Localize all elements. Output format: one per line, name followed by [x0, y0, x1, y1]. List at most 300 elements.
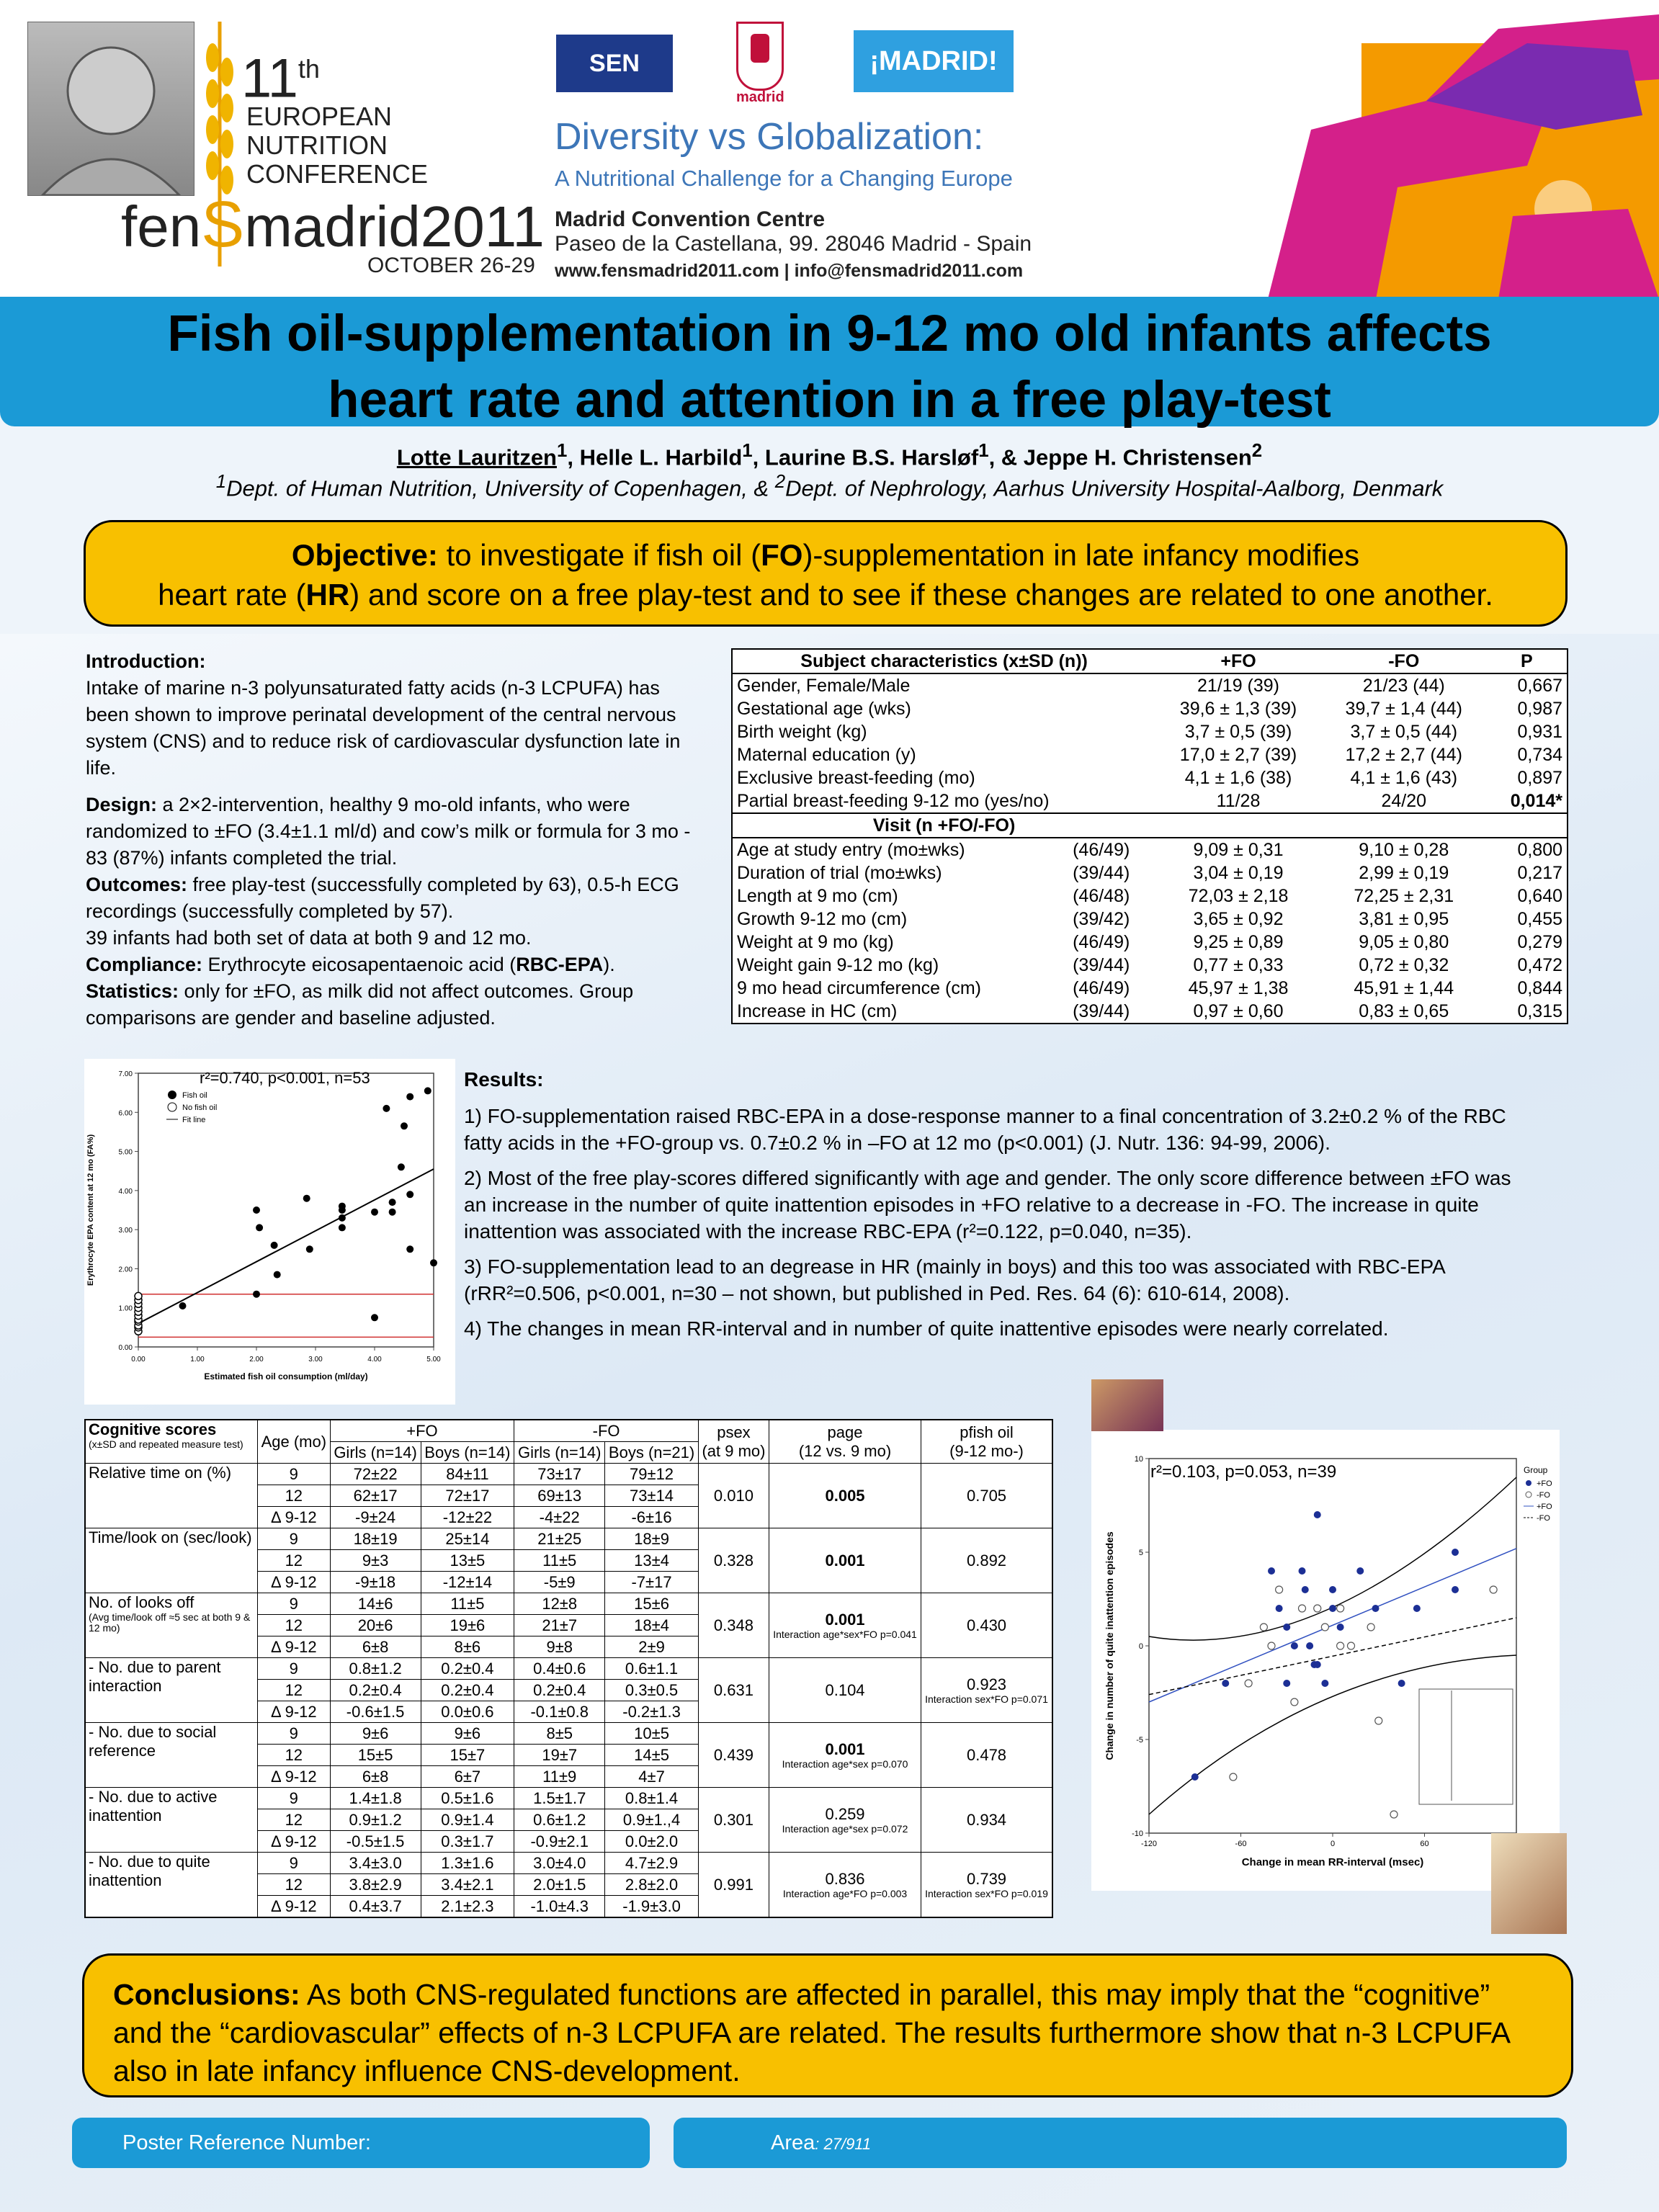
cog-cell: 14±5: [605, 1745, 699, 1766]
subject-cell: 0,014*: [1510, 790, 1562, 811]
cog-group-note: (Avg time/look off ≈5 sec at both 9 & 12 mo): [89, 1611, 251, 1634]
visit-cell: 9,10 ± 0,28: [1359, 839, 1449, 860]
fish-oil-point: [274, 1271, 281, 1279]
cog-page: [769, 1658, 921, 1723]
cog-pfo-note: Interaction sex*FO p=0.071: [925, 1693, 1048, 1705]
cog-page: [769, 1528, 921, 1593]
cog-cell: 9±3: [330, 1550, 421, 1572]
cog-cell: 10±5: [605, 1723, 699, 1745]
visit-cell: Growth 9-12 mo (cm): [737, 908, 908, 929]
cog-page-value: 0.001: [825, 1611, 865, 1629]
cog-cell: 12: [258, 1874, 331, 1896]
area-value: : 27/911: [815, 2135, 872, 2153]
author-sep-2: ,: [752, 444, 765, 470]
cog-page-note: Interaction age*FO p=0.003: [782, 1888, 908, 1899]
x-tick-label: -120: [1140, 1840, 1158, 1848]
plus-fo-point: [1268, 1567, 1275, 1575]
cog-page-value: 0.836: [825, 1870, 865, 1888]
madrid-artwork: [1124, 0, 1659, 299]
cog-cell: 69±13: [514, 1485, 605, 1507]
cog-cell: 15±7: [421, 1745, 514, 1766]
conference-edition-suffix: th: [298, 54, 320, 84]
epa-scatter-svg: [84, 1059, 455, 1405]
cog-cell: 20±6: [330, 1615, 421, 1636]
author-sep-3: , &: [988, 444, 1024, 470]
minus-fo-point: [1367, 1624, 1374, 1631]
portrait-silhouette-icon: [28, 22, 194, 195]
fish-oil-point: [339, 1203, 346, 1210]
y-tick-label: 7.00: [118, 1070, 133, 1078]
subject-cell: Partial breast-feeding 9-12 mo (yes/no): [737, 790, 1050, 811]
cog-pfo: [921, 1788, 1052, 1853]
cog-cell: 0.2±0.4: [421, 1658, 514, 1680]
cog-psex: 0.439: [698, 1723, 769, 1788]
cog-cell: 84±11: [421, 1464, 514, 1485]
cog-cell: 72±22: [330, 1464, 421, 1485]
subject-cell: Exclusive breast-feeding (mo): [737, 767, 975, 788]
x-axis-label: Change in mean RR-interval (msec): [1241, 1856, 1424, 1868]
cog-cell: 3.8±2.9: [330, 1874, 421, 1896]
visit-cell: 2,99 ± 0,19: [1359, 862, 1449, 883]
visit-cell: (46/49): [1073, 977, 1130, 998]
subject-cell: 39,7 ± 1,4 (44): [1345, 698, 1462, 719]
cog-cell: 12: [258, 1745, 331, 1766]
subject-header-cell: P: [1487, 649, 1568, 673]
legend-minus-fo-marker: [1526, 1492, 1531, 1497]
y-tick-label: -5: [1136, 1736, 1143, 1745]
objective-text-4: ) and score on a free play-test and to see if these changes are related to one another.: [349, 578, 1493, 612]
cog-psex: 0.348: [698, 1593, 769, 1658]
cog-cell: 12: [258, 1680, 331, 1701]
x-tick-label: 5.00: [426, 1356, 441, 1364]
subject-cell: Birth weight (kg): [737, 721, 867, 742]
cog-group-name: [85, 1723, 258, 1788]
subject-cell: 11/28: [1216, 790, 1261, 811]
cog-page-value: 0.104: [825, 1680, 865, 1699]
objective-text-1: to investigate if fish oil (: [437, 538, 761, 572]
subject-cell: 21/23 (44): [1362, 675, 1445, 696]
cog-pfo-value: 0.430: [966, 1616, 1007, 1634]
cog-page-value: 0.001: [825, 1551, 865, 1570]
venue: Madrid Convention Centre: [555, 207, 826, 231]
cog-row: [85, 1853, 1052, 1874]
legend-label: -FO: [1537, 1514, 1550, 1523]
madrid-city-label: madrid: [736, 89, 784, 105]
affil-1-sup: 1: [215, 472, 227, 492]
subject-row: [732, 789, 1568, 813]
visit-row: [732, 1000, 1568, 1024]
cog-cell: 9: [258, 1723, 331, 1745]
cog-cell: 0.4±3.7: [330, 1896, 421, 1918]
fish-oil-point: [398, 1163, 405, 1170]
fish-oil-point: [389, 1209, 396, 1216]
subject-header-cell: Subject characteristics (x±SD (n)): [732, 649, 1155, 673]
cog-pfo-value: 0.892: [966, 1551, 1007, 1570]
sen-logo-text: SEN: [589, 50, 640, 77]
visit-cell: 0,83 ± 0,65: [1359, 1000, 1449, 1021]
visit-cell: 0,800: [1517, 839, 1562, 860]
author-3: Laurine B.S. Harsløf: [764, 444, 979, 470]
cog-cell: -6±16: [605, 1507, 699, 1528]
y-tick-label: 1.00: [118, 1304, 133, 1313]
cog-page-note: Interaction age*sex p=0.072: [782, 1823, 908, 1835]
cog-cell: 3.0±4.0: [514, 1853, 605, 1874]
cog-row: [85, 1788, 1052, 1809]
legend-no-fish-oil: No fish oil: [182, 1103, 218, 1112]
author-3-sup: 1: [978, 441, 989, 461]
cog-psex: 0.010: [698, 1464, 769, 1528]
visit-cell: (39/44): [1073, 862, 1130, 883]
cog-cell: -0.5±1.5: [330, 1831, 421, 1853]
x-tick-label: 0.00: [131, 1356, 146, 1364]
visit-cell: 45,91 ± 1,44: [1354, 977, 1454, 998]
fish-oil-point: [389, 1199, 396, 1206]
visit-cell: (46/49): [1073, 931, 1130, 952]
plus-fo-point: [1398, 1680, 1405, 1687]
cog-cell: 4±7: [605, 1766, 699, 1788]
cog-cell: 73±17: [514, 1464, 605, 1485]
cog-cell: -0.2±1.3: [605, 1701, 699, 1723]
cog-page-note: Interaction age*sex p=0.070: [782, 1758, 908, 1770]
cog-cell: -12±22: [421, 1507, 514, 1528]
cog-group-label: - No. due to active inattention: [89, 1788, 218, 1824]
cog-cell: 12: [258, 1615, 331, 1636]
visit-row: [732, 838, 1568, 861]
subject-cell: 17,0 ± 2,7 (39): [1179, 744, 1297, 765]
cog-pfo: [921, 1528, 1052, 1593]
cog-group-label: Relative time on (%): [89, 1464, 232, 1482]
cog-row: [85, 1528, 1052, 1550]
cog-cell: 9: [258, 1788, 331, 1809]
cog-header-p: [698, 1420, 769, 1464]
cog-cell: 0.9±1.,4: [605, 1809, 699, 1831]
cog-group-name: [85, 1788, 258, 1853]
title-line-2: heart rate and attention in a free play-test: [328, 372, 1331, 429]
cog-cell: -5±9: [514, 1572, 605, 1593]
cog-cell: 12: [258, 1550, 331, 1572]
title-line-1: Fish oil-supplementation in 9-12 mo old infants affects: [167, 305, 1492, 362]
stats-label: Statistics:: [86, 980, 179, 1002]
cog-cell: 11±5: [421, 1593, 514, 1615]
poster-title: [0, 301, 1659, 434]
x-tick-label: -60: [1235, 1840, 1247, 1848]
visit-cell: 0,77 ± 0,33: [1193, 954, 1284, 975]
cog-cell: Δ 9-12: [258, 1831, 331, 1853]
plus-fo-point: [1321, 1680, 1328, 1687]
fish-oil-point: [179, 1302, 187, 1309]
minus-fo-point: [1314, 1605, 1321, 1612]
visit-cell: 0,97 ± 0,60: [1193, 1000, 1284, 1021]
subtagline: A Nutritional Challenge for a Changing Europe: [555, 166, 1013, 191]
cog-cell: 0.3±0.5: [605, 1680, 699, 1701]
results-label: Results:: [464, 1068, 544, 1091]
cog-row: [85, 1658, 1052, 1680]
cog-header-label: Cognitive scores: [89, 1420, 217, 1438]
cog-cell: 21±7: [514, 1615, 605, 1636]
cog-cell: 0.3±1.7: [421, 1831, 514, 1853]
cog-group-name: [85, 1593, 258, 1658]
fish-oil-point: [430, 1259, 437, 1266]
y-tick-label: 0: [1138, 1642, 1143, 1651]
plus-fo-point: [1222, 1680, 1229, 1687]
author-1: Lotte Lauritzen: [396, 444, 557, 470]
cog-row: [85, 1723, 1052, 1745]
fish-oil-point: [383, 1105, 390, 1112]
visit-cell: 0,279: [1517, 931, 1562, 952]
visit-cell: Duration of trial (mo±wks): [737, 862, 942, 883]
cog-cell: 9: [258, 1464, 331, 1485]
subject-cell: Gender, Female/Male: [737, 675, 911, 696]
intro-section: [86, 648, 691, 1031]
legend-label: +FO: [1537, 1503, 1552, 1511]
cog-cell: 0.2±0.4: [421, 1680, 514, 1701]
cog-subheader-cell: Boys (n=21): [605, 1442, 699, 1464]
sen-logo: [556, 35, 673, 92]
cog-row: [85, 1464, 1052, 1485]
visit-cell: 45,97 ± 1,38: [1188, 977, 1289, 998]
cog-header-p: [769, 1420, 921, 1464]
cog-p-sub: (12 vs. 9 mo): [798, 1441, 892, 1460]
cog-cell: Δ 9-12: [258, 1507, 331, 1528]
cog-psex: 0.991: [698, 1853, 769, 1918]
cog-cell: 11±9: [514, 1766, 605, 1788]
minus-fo-point: [1299, 1605, 1306, 1612]
subject-characteristics-table: [731, 648, 1568, 1024]
subject-cell: 0,931: [1517, 721, 1562, 742]
results-section: [464, 1066, 1537, 1351]
cog-row: [85, 1593, 1052, 1615]
cog-group-label: - No. due to social reference: [89, 1723, 217, 1760]
cog-group-name: [85, 1464, 258, 1528]
subject-header-cell: +FO: [1155, 649, 1321, 673]
cog-p-sub: (at 9 mo): [702, 1441, 766, 1460]
subject-cell: 3,7 ± 0,5 (44): [1350, 721, 1458, 742]
subject-row: [732, 743, 1568, 766]
author-2-sup: 1: [742, 441, 753, 461]
cog-cell: 0.6±1.1: [605, 1658, 699, 1680]
minus-fo-point: [1276, 1586, 1283, 1593]
cog-cell: 12±8: [514, 1593, 605, 1615]
cog-group-label: - No. due to quite inattention: [89, 1853, 210, 1889]
visit-cell: (39/42): [1073, 908, 1130, 929]
subject-cell: Maternal education (y): [737, 744, 916, 765]
brand-left: fen: [121, 194, 202, 259]
conf-line-2: NUTRITION: [246, 130, 388, 160]
cog-cell: 73±14: [605, 1485, 699, 1507]
visit-row: [732, 885, 1568, 908]
visit-cell: 3,81 ± 0,95: [1359, 908, 1449, 929]
cog-cell: 13±5: [421, 1550, 514, 1572]
cog-cell: 1.4±1.8: [330, 1788, 421, 1809]
intro-label: Introduction:: [86, 650, 206, 672]
cog-group-name: [85, 1658, 258, 1723]
visit-header-empty: [1155, 813, 1321, 838]
objective-box: [84, 520, 1568, 627]
cog-cell: 9: [258, 1528, 331, 1550]
cog-page-value: 0.259: [825, 1805, 865, 1823]
subject-cell: 21/19 (39): [1197, 675, 1279, 696]
cog-pfo-note: Interaction sex*FO p=0.019: [925, 1888, 1048, 1899]
conference-name: [246, 102, 428, 189]
cog-cell: Δ 9-12: [258, 1896, 331, 1918]
fish-oil-point: [306, 1245, 313, 1253]
result-3: 3) FO-supplementation lead to an degrease in HR (mainly in boys) and this too was associated with RBC-EPA (rRR²=0.506, p<0.001, n=30 – not shown, but published in Ped. Res. 64 (6): 610-614, 2008).: [464, 1255, 1445, 1304]
legend-fit-line: Fit line: [182, 1116, 206, 1124]
cog-cell: -0.1±0.8: [514, 1701, 605, 1723]
plus-fo-point: [1314, 1661, 1321, 1668]
cog-cell: 9: [258, 1658, 331, 1680]
cog-cell: 0.8±1.4: [605, 1788, 699, 1809]
cog-subheader-cell: Boys (n=14): [421, 1442, 514, 1464]
brand-right: madrid2011: [244, 194, 545, 259]
rr-scatter-svg: [1091, 1430, 1560, 1891]
visit-row: [732, 908, 1568, 931]
plus-fo-point: [1452, 1586, 1459, 1593]
cog-pfo-value: 0.923: [966, 1675, 1007, 1693]
visit-cell: 9,25 ± 0,89: [1193, 931, 1284, 952]
minus-fo-point: [1291, 1698, 1298, 1706]
plus-fo-point: [1291, 1642, 1298, 1649]
cog-cell: 72±17: [421, 1485, 514, 1507]
cog-cell: 0.5±1.6: [421, 1788, 514, 1809]
cog-cell: Δ 9-12: [258, 1572, 331, 1593]
cog-cell: 9: [258, 1593, 331, 1615]
cog-p-label: pfish oil: [960, 1423, 1014, 1441]
cog-p-sub: (9-12 mo-): [949, 1441, 1024, 1460]
cog-cell: 18±9: [605, 1528, 699, 1550]
cog-cell: 6±7: [421, 1766, 514, 1788]
y-tick-label: 5: [1138, 1549, 1143, 1557]
design-label: Design:: [86, 794, 158, 815]
cog-cell: -9±24: [330, 1507, 421, 1528]
author-sep-1: ,: [567, 444, 580, 470]
fish-oil-point: [339, 1214, 346, 1222]
plus-fo-point: [1329, 1605, 1336, 1612]
madrid-logo: [854, 30, 1014, 92]
cog-cell: 0.9±1.4: [421, 1809, 514, 1831]
fish-oil-point: [371, 1314, 378, 1321]
cog-cell: 0.0±2.0: [605, 1831, 699, 1853]
cog-cell: 2.1±2.3: [421, 1896, 514, 1918]
cog-cell: 62±17: [330, 1485, 421, 1507]
compliance-end: ).: [603, 954, 615, 975]
cog-cell: 1.5±1.7: [514, 1788, 605, 1809]
cog-cell: -1.0±4.3: [514, 1896, 605, 1918]
objective-text-2: )-supplementation in late infancy modifies: [802, 538, 1360, 572]
affil-2: Dept. of Nephrology, Aarhus University Hospital-Aalborg, Denmark: [785, 475, 1444, 501]
fish-oil-point: [406, 1093, 413, 1101]
minus-fo-point: [1390, 1811, 1398, 1818]
infant-photo-1: [1091, 1379, 1163, 1431]
web-contact: www.fensmadrid2011.com | info@fensmadrid2011.com: [555, 261, 1024, 281]
cog-cell: 15±5: [330, 1745, 421, 1766]
subject-row: [732, 673, 1568, 697]
plus-fo-point: [1302, 1586, 1309, 1593]
result-4: 4) The changes in mean RR-interval and in number of quite inattentive episodes were nearly correlated.: [464, 1317, 1389, 1340]
minus-fo-point: [1375, 1717, 1382, 1724]
no-fish-oil-point: [135, 1292, 142, 1299]
subject-table-header: [732, 649, 1568, 673]
cog-cell: -1.9±3.0: [605, 1896, 699, 1918]
plus-fo-point: [1337, 1624, 1344, 1631]
subject-cell: 0,897: [1517, 767, 1562, 788]
conference-dates: OCTOBER 26-29: [367, 254, 535, 277]
cog-page: [769, 1723, 921, 1788]
subject-cell: 0,734: [1517, 744, 1562, 765]
cog-cell: 21±25: [514, 1528, 605, 1550]
author-2: Helle L. Harbild: [579, 444, 743, 470]
affiliations: [0, 472, 1659, 501]
cog-cell: 1.3±1.6: [421, 1853, 514, 1874]
cog-cell: -0.6±1.5: [330, 1701, 421, 1723]
plus-fo-point: [1191, 1773, 1199, 1781]
poster-reference-label: Poster Reference Number:: [122, 2131, 371, 2154]
conf-line-1: EUROPEAN: [246, 102, 393, 131]
epa-scatter-chart: [84, 1059, 455, 1405]
inset-plot: [1419, 1689, 1513, 1804]
visit-cell: 0,455: [1517, 908, 1562, 929]
minus-fo-point: [1245, 1680, 1252, 1687]
cog-cell: Δ 9-12: [258, 1636, 331, 1658]
visit-cell: 9,09 ± 0,31: [1193, 839, 1284, 860]
fish-oil-point: [303, 1195, 310, 1202]
cog-page: [769, 1593, 921, 1658]
fish-oil-point: [406, 1191, 413, 1198]
conclusion-text: As both CNS-regulated functions are affected in parallel, this may imply that the “cognitive” and the “cardiovascular” effects of n-3 LCPUFA are related. The results furthermore show that n-3 LCPUFA also in late infancy influence CNS-development.: [113, 1978, 1509, 2087]
author-1-sup: 1: [557, 441, 568, 461]
objective-fo: FO: [761, 538, 803, 572]
cog-cell: 6±8: [330, 1636, 421, 1658]
plus-fo-point: [1299, 1567, 1306, 1575]
cog-cell: 12: [258, 1809, 331, 1831]
objective-label: Objective:: [291, 538, 438, 572]
cog-header-fo-minus: -FO: [514, 1420, 699, 1442]
cog-pfo-value: 0.739: [966, 1870, 1007, 1888]
visit-cell: 9,05 ± 0,80: [1359, 931, 1449, 952]
cog-header-p: [921, 1420, 1052, 1464]
visit-cell: Increase in HC (cm): [737, 1000, 898, 1021]
visit-cell: 3,04 ± 0,19: [1193, 862, 1284, 883]
cog-cell: 14±6: [330, 1593, 421, 1615]
visit-cell: Weight at 9 mo (kg): [737, 931, 894, 952]
minus-fo-point: [1348, 1642, 1355, 1649]
cog-group-label: Time/look on (sec/look): [89, 1528, 252, 1546]
compliance-label: Compliance:: [86, 954, 203, 975]
objective-text-3: heart rate (: [158, 578, 306, 612]
y-tick-label: -10: [1132, 1830, 1143, 1838]
visit-cell: Age at study entry (mo±wks): [737, 839, 965, 860]
x-tick-label: 4.00: [367, 1356, 382, 1364]
cog-cell: -4±22: [514, 1507, 605, 1528]
visit-row: [732, 977, 1568, 1000]
author-portrait: [27, 22, 194, 196]
cog-header-row: [85, 1420, 1052, 1442]
outcomes-label: Outcomes:: [86, 874, 188, 895]
cog-cell: -12±14: [421, 1572, 514, 1593]
chart-1-title: r²=0.740, p<0.001, n=53: [200, 1069, 370, 1087]
cog-pfo: [921, 1658, 1052, 1723]
y-tick-label: 5.00: [118, 1148, 133, 1157]
plus-fo-point: [1306, 1642, 1313, 1649]
cog-p-label: psex: [717, 1423, 751, 1441]
cog-cell: 9±8: [514, 1636, 605, 1658]
minus-fo-point: [1230, 1773, 1237, 1781]
authors: [0, 441, 1659, 470]
cog-cell: 3.4±2.1: [421, 1874, 514, 1896]
cog-cell: 9±6: [330, 1723, 421, 1745]
subject-row: [732, 697, 1568, 720]
visit-row: [732, 954, 1568, 977]
